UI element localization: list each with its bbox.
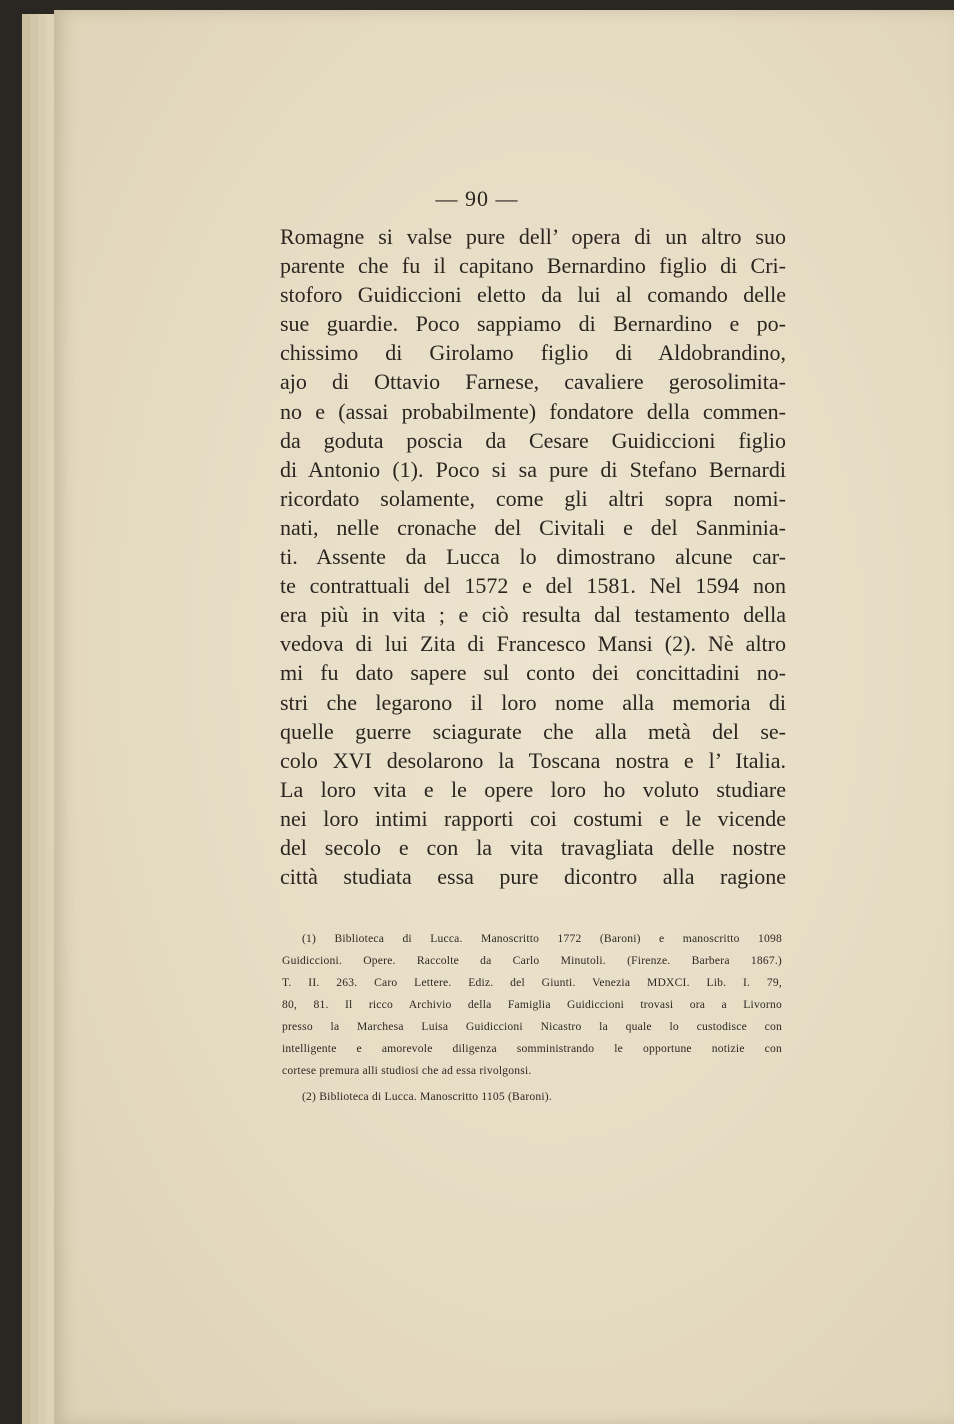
text-line: ti. Assente da Lucca lo dimostrano alcune car- <box>280 544 786 570</box>
text-line: del secolo e con la vita travagliata delle nostre <box>280 834 786 860</box>
footnote-line: (2) Biblioteca di Lucca. Manoscritto 1105 (Baroni). <box>302 1090 552 1103</box>
text-line: Romagne si valse pure dell’ opera di un altro suo <box>280 224 786 249</box>
text-line: nei loro intimi rapporti coi costumi e le vicende <box>280 805 786 831</box>
text-line: stri che legarono il loro nome alla memoria di <box>280 689 786 715</box>
text-line: chissimo di Girolamo figlio di Aldobrandino, <box>280 340 786 366</box>
text-line: La loro vita e le opere loro ho voluto studiare <box>280 776 786 802</box>
text-line: nati, nelle cronache del Civitali e del Sanminia- <box>280 514 786 540</box>
text-line: quelle guerre sciagurate che alla metà del se- <box>280 718 786 744</box>
text-line: stoforo Guidiccioni eletto da lui al comando delle <box>280 282 786 308</box>
footnotes <box>282 928 782 1108</box>
footnote-line: T. II. 263. Caro Lettere. Ediz. del Giunti. Venezia MDXCI. Lib. I. 79, <box>282 976 782 989</box>
text-line: da goduta poscia da Cesare Guidiccioni figlio <box>280 427 786 453</box>
page-number: — 90 — <box>435 186 519 211</box>
body-text <box>280 222 786 891</box>
text-line: città studiata essa pure dicontro alla ragione <box>280 864 786 890</box>
text-line: ricordato solamente, come gli altri sopra nomi- <box>280 485 786 511</box>
footnote-line: (1) Biblioteca di Lucca. Manoscritto 1772 (Baroni) e manoscritto 1098 <box>302 932 782 945</box>
text-line: sue guardie. Poco sappiamo di Bernardino e po- <box>280 311 786 337</box>
footnote-line: cortese premura alli studiosi che ad essa rivolgonsi. <box>282 1064 532 1077</box>
footnote-1 <box>282 928 782 1082</box>
text-line: parente che fu il capitano Bernardino figlio di Cri- <box>280 253 786 279</box>
footnote-line: presso la Marchesa Luisa Guidiccioni Nicastro la quale lo custodisce con <box>282 1020 782 1033</box>
text-line: vedova di lui Zita di Francesco Mansi (2). Nè altro <box>280 631 786 657</box>
text-line: colo XVI desolarono la Toscana nostra e l’ Italia. <box>280 747 786 773</box>
footnote-2 <box>282 1086 782 1108</box>
footnote-line: Guidiccioni. Opere. Raccolte da Carlo Minutoli. (Firenze. Barbera 1867.) <box>282 954 782 967</box>
text-line: di Antonio (1). Poco si sa pure di Stefano Bernardi <box>280 456 786 482</box>
text-line: no e (assai probabilmente) fondatore della commen- <box>280 398 786 424</box>
text-line: te contrattuali del 1572 e del 1581. Nel 1594 non <box>280 573 786 599</box>
text-line: era più in vita ; e ciò resulta dal testamento della <box>280 602 786 628</box>
text-line: ajo di Ottavio Farnese, cavaliere gerosolimita- <box>280 369 786 395</box>
footnote-line: 80, 81. Il ricco Archivio della Famiglia Guidiccioni trovasi ora a Livorno <box>282 998 782 1011</box>
footnote-line: intelligente e amorevole diligenza somministrando le opportune notizie con <box>282 1042 782 1055</box>
text-line: mi fu dato sapere sul conto dei concittadini no- <box>280 660 786 686</box>
